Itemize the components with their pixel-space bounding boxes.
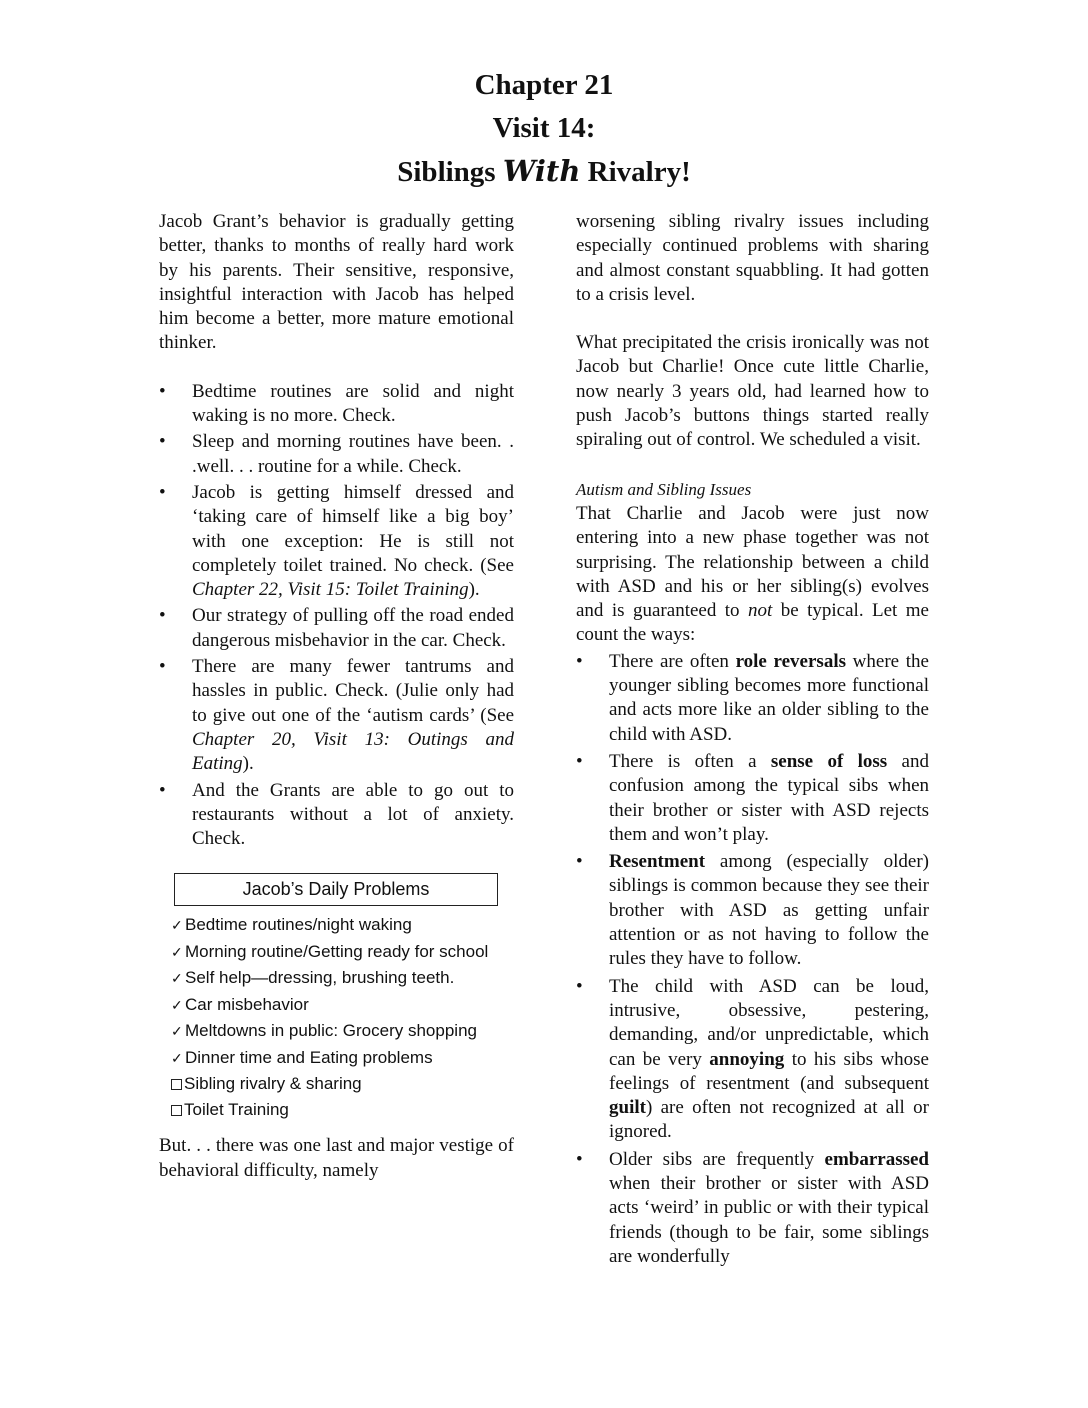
empty-checkbox-icon	[171, 1105, 182, 1116]
chapter-reference: Chapter 22, Visit 15: Toilet Training	[192, 579, 469, 601]
list-item: • And the Grants are able to go out to restaurants without a lot of anxiety. Check.	[159, 779, 514, 852]
checklist-item	[171, 912, 514, 939]
bullet-text: There is often a	[609, 750, 771, 772]
daily-problems-checklist	[171, 912, 514, 1122]
intro-paragraph: Jacob Grant’s behavior is gradually getting better, thanks to months of really hard work by his parents. Their sensitive, responsive, insightful interaction with Jacob has helped him become a better, more mature emotional thinker.	[159, 211, 514, 354]
checklist-item	[171, 1071, 514, 1097]
checklist-item-label: Morning routine/Getting ready for school	[185, 941, 489, 961]
checkmark-icon: ✓	[171, 917, 183, 934]
sibling-issues-list	[576, 650, 929, 1269]
list-item: • Jacob is getting himself dressed and ‘taking care of himself like a big boy’ with one exception: He is still not completely toilet trained. No check. (See Chapter 22, Visit 15: Toilet Training).	[159, 481, 514, 602]
checklist-item	[171, 1018, 514, 1045]
bullet-text: and confusion among the typical sibs when their brother or sister with ASD rejects them and won’t play.	[609, 750, 929, 845]
bullet-text: ) are often not recognized at all or ignored.	[609, 1097, 929, 1143]
checklist-item-label: Bedtime routines/night waking	[185, 915, 412, 935]
checklist-item-label: Sibling rivalry & sharing	[184, 1074, 362, 1094]
empty-checkbox-icon	[171, 1079, 182, 1090]
list-item: • Bedtime routines are solid and night waking is no more. Check.	[159, 380, 514, 429]
checklist-item	[171, 965, 514, 992]
checklist-item-label: Toilet Training	[184, 1099, 289, 1119]
list-item	[576, 650, 929, 747]
bullet-text: where the younger sibling becomes more functional and acts more like an older sibling to the child with ASD.	[609, 650, 929, 745]
bullet-text: when their brother or sister with ASD acts ‘weird’ in public or with their typical friends (though to be fair, some siblings are wonderfully	[609, 1172, 929, 1267]
daily-problems-box-title: Jacob’s Daily Problems	[174, 873, 498, 906]
sibling-intro-paragraph: That Charlie and Jacob were just now entering into a new phase together was not surprising. The relationship between a child with ASD and his or her sibling(s) evolves and is guaranteed to not be typical. Let me count the ways:	[576, 502, 929, 646]
checkmark-icon: ✓	[171, 1049, 183, 1066]
checklist-item	[171, 992, 514, 1019]
checklist-item-label: Dinner time and Eating problems	[185, 1047, 433, 1067]
bullet-text: among (especially older) siblings is common because they see their brother with ASD as getting unfair attention or as not having to follow the rules they have to follow.	[609, 851, 929, 970]
chapter-title	[0, 64, 1088, 194]
emphasis-term: embarrassed	[824, 1148, 929, 1170]
list-item: • There are many fewer tantrums and hassles in public. Check. (Julie only had to give out one of the ‘autism cards’ (See Chapter 20, Visit 13: Outings and Eating).	[159, 655, 514, 776]
list-item	[576, 1148, 929, 1269]
continuation-paragraph: worsening sibling rivalry issues including especially continued problems with sharing and almost constant squabbling. It had gotten to a crisis level.	[576, 211, 929, 305]
right-column	[576, 210, 929, 1272]
checkmark-icon: ✓	[171, 970, 183, 987]
checkmark-icon: ✓	[171, 996, 183, 1013]
visit-number: Visit 14:	[492, 112, 596, 144]
chapter-subtitle: Siblings With Rivalry!	[397, 154, 691, 188]
checklist-item	[171, 1045, 514, 1072]
left-column	[159, 210, 514, 1183]
bullet-text: to his sibs whose feelings of resentment (and subsequent	[609, 1048, 929, 1094]
list-item	[576, 975, 929, 1145]
progress-bullet-list	[159, 380, 514, 852]
checklist-item-label: Car misbehavior	[185, 994, 309, 1014]
list-item	[576, 750, 929, 847]
checkmark-icon: ✓	[171, 943, 183, 960]
checklist-item-label: Self help—dressing, brushing teeth.	[185, 968, 455, 988]
bullet-text: The child with ASD can be loud, intrusive, obsessive, pestering, demanding, and/or unpredictable, which can be very	[609, 975, 929, 1070]
emphasis-term: Resentment	[609, 851, 706, 873]
chapter-number: Chapter 21	[474, 69, 614, 101]
list-item	[576, 850, 929, 971]
checklist-item	[171, 939, 514, 966]
bullet-text: Older sibs are frequently	[609, 1148, 825, 1170]
emphasis-term: sense of loss	[770, 750, 888, 772]
bullet-text: There are often	[609, 650, 736, 672]
crisis-paragraph: What precipitated the crisis ironically was not Jacob but Charlie! Once cute little Charlie, now nearly 3 years old, had learned how to push Jacob’s buttons things started really spiraling out of control. We scheduled a visit.	[576, 332, 929, 451]
checklist-item-label: Meltdowns in public: Grocery shopping	[185, 1021, 477, 1041]
emphasis-term: guilt	[609, 1097, 646, 1119]
list-item: • Our strategy of pulling off the road ended dangerous misbehavior in the car. Check.	[159, 604, 514, 653]
closing-paragraph: But. . . there was one last and major vestige of behavioral difficulty, namely	[159, 1135, 514, 1181]
checkmark-icon: ✓	[171, 1023, 183, 1040]
list-item: • Sleep and morning routines have been. . .well. . . routine for a while. Check.	[159, 430, 514, 479]
section-subheading: Autism and Sibling Issues	[576, 479, 752, 499]
emphasis-term: annoying	[709, 1048, 785, 1070]
checklist-item	[171, 1097, 514, 1123]
emphasis-term: role reversals	[735, 650, 846, 672]
chapter-reference: Chapter 20, Visit 13: Outings and Eating	[192, 728, 514, 775]
